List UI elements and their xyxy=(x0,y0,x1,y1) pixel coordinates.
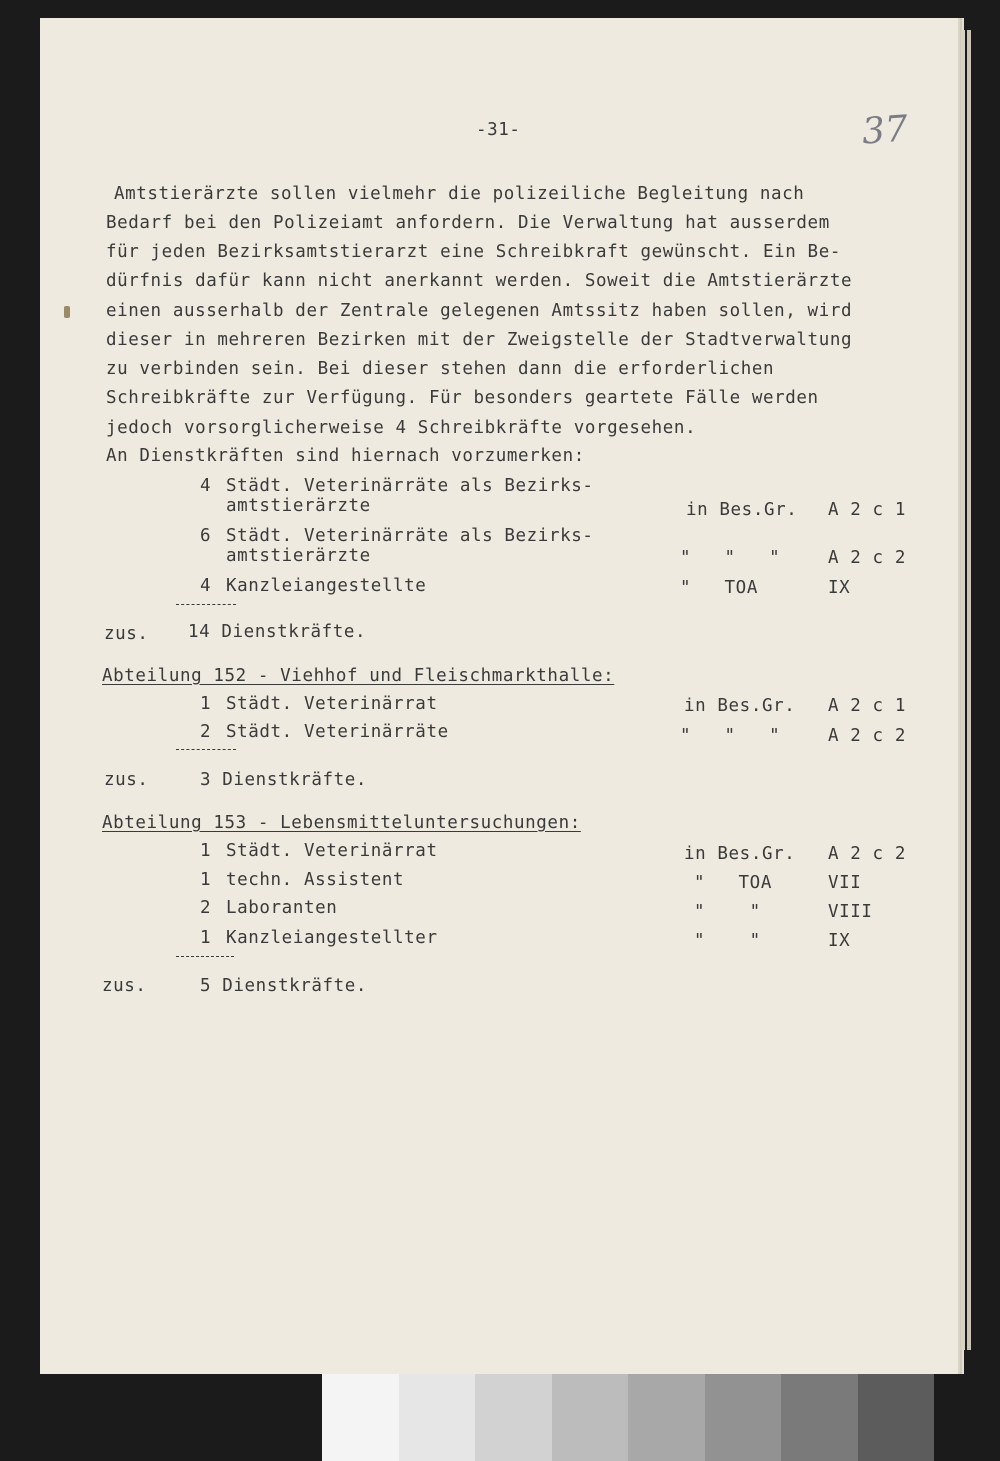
row-count: 1 xyxy=(200,841,212,861)
gray-patch xyxy=(628,1374,705,1461)
paragraph-line: Bedarf bei den Polizeiamt anfordern. Die Verwaltung hat ausserdem xyxy=(106,213,830,233)
row-group: " TOA xyxy=(680,578,758,598)
row-text: Städt. Veterinärräte xyxy=(226,722,449,742)
total-label: zus. xyxy=(102,976,147,996)
row-grade: IX xyxy=(828,931,851,951)
handwritten-folio: 37 xyxy=(860,108,910,153)
row-text: Städt. Veterinärrat xyxy=(226,841,438,861)
row-grade: IX xyxy=(828,578,851,598)
row-count: 1 xyxy=(200,870,212,890)
staple-mark xyxy=(64,306,70,318)
section-heading: Abteilung 152 - Viehhof und Fleischmarkthalle: xyxy=(102,666,615,686)
row-text: Kanzleiangestellte xyxy=(226,576,427,596)
gray-patch xyxy=(399,1374,476,1461)
sum-rule xyxy=(176,956,234,957)
row-grade: A 2 c 1 xyxy=(828,696,906,716)
paragraph-line: An Dienstkräften sind hiernach vorzumerken: xyxy=(106,446,585,466)
paragraph-line: Amtstierärzte sollen vielmehr die polizeiliche Begleitung nach xyxy=(114,184,805,204)
total-label: zus. xyxy=(104,624,149,644)
row-group: in Bes.Gr. xyxy=(684,696,796,716)
total-value: 5 Dienstkräfte. xyxy=(200,976,368,996)
section-heading: Abteilung 153 - Lebensmitteluntersuchungen: xyxy=(102,813,581,833)
row-grade: A 2 c 1 xyxy=(828,500,906,520)
row-group: in Bes.Gr. xyxy=(686,500,798,520)
row-text: Städt. Veterinärräte als Bezirks- xyxy=(226,526,594,546)
page-edge xyxy=(961,30,965,1350)
row-group: " " " xyxy=(680,726,781,746)
total-value: 14 Dienstkräfte. xyxy=(188,622,367,642)
row-text-continued: amtstierärzte xyxy=(226,496,371,516)
sum-rule xyxy=(176,604,236,605)
gray-patch xyxy=(858,1374,935,1461)
row-group: " " xyxy=(694,902,761,922)
row-text: Städt. Veterinärrat xyxy=(226,694,438,714)
row-text: Laboranten xyxy=(226,898,338,918)
row-count: 4 xyxy=(200,576,212,596)
row-grade: VII xyxy=(828,873,862,893)
paragraph-line: für jeden Bezirksamtstierarzt eine Schreibkraft gewünscht. Ein Be- xyxy=(106,242,841,262)
gray-patch xyxy=(322,1374,399,1461)
gray-scale-strip xyxy=(322,1374,934,1461)
paragraph-line: zu verbinden sein. Bei dieser stehen dann die erforderlichen xyxy=(106,359,775,379)
row-count: 6 xyxy=(200,526,212,546)
row-group: in Bes.Gr. xyxy=(684,844,796,864)
paragraph-line: dürfnis dafür kann nicht anerkannt werden. Soweit die Amtstierärzte xyxy=(106,271,853,291)
row-text-continued: amtstierärzte xyxy=(226,546,371,566)
paragraph-line: dieser in mehreren Bezirken mit der Zweigstelle der Stadtverwaltung xyxy=(106,330,853,350)
row-group: " " " xyxy=(680,548,781,568)
page-number: -31- xyxy=(476,120,521,140)
paragraph-line: Schreibkräfte zur Verfügung. Für besonders geartete Fälle werden xyxy=(106,388,819,408)
gray-patch xyxy=(552,1374,629,1461)
total-label: zus. xyxy=(104,770,149,790)
row-grade: A 2 c 2 xyxy=(828,844,906,864)
row-grade: A 2 c 2 xyxy=(828,726,906,746)
total-value: 3 Dienstkräfte. xyxy=(200,770,368,790)
row-count: 2 xyxy=(200,898,212,918)
sum-rule xyxy=(176,749,236,750)
gray-patch xyxy=(475,1374,552,1461)
row-text: Kanzleiangestellter xyxy=(226,928,438,948)
gray-patch xyxy=(781,1374,858,1461)
row-count: 1 xyxy=(200,928,212,948)
row-group: " TOA xyxy=(694,873,772,893)
row-count: 4 xyxy=(200,476,212,496)
row-grade: A 2 c 2 xyxy=(828,548,906,568)
paragraph-line: einen ausserhalb der Zentrale gelegenen Amtssitz haben sollen, wird xyxy=(106,301,853,321)
row-count: 1 xyxy=(200,694,212,714)
row-grade: VIII xyxy=(828,902,873,922)
row-text: Städt. Veterinärräte als Bezirks- xyxy=(226,476,594,496)
row-count: 2 xyxy=(200,722,212,742)
paragraph-line: jedoch vorsorglicherweise 4 Schreibkräfte vorgesehen. xyxy=(106,418,697,438)
document-page xyxy=(40,18,958,1374)
gray-patch xyxy=(705,1374,782,1461)
row-text: techn. Assistent xyxy=(226,870,405,890)
row-group: " " xyxy=(694,931,761,951)
page-edge xyxy=(967,30,971,1350)
